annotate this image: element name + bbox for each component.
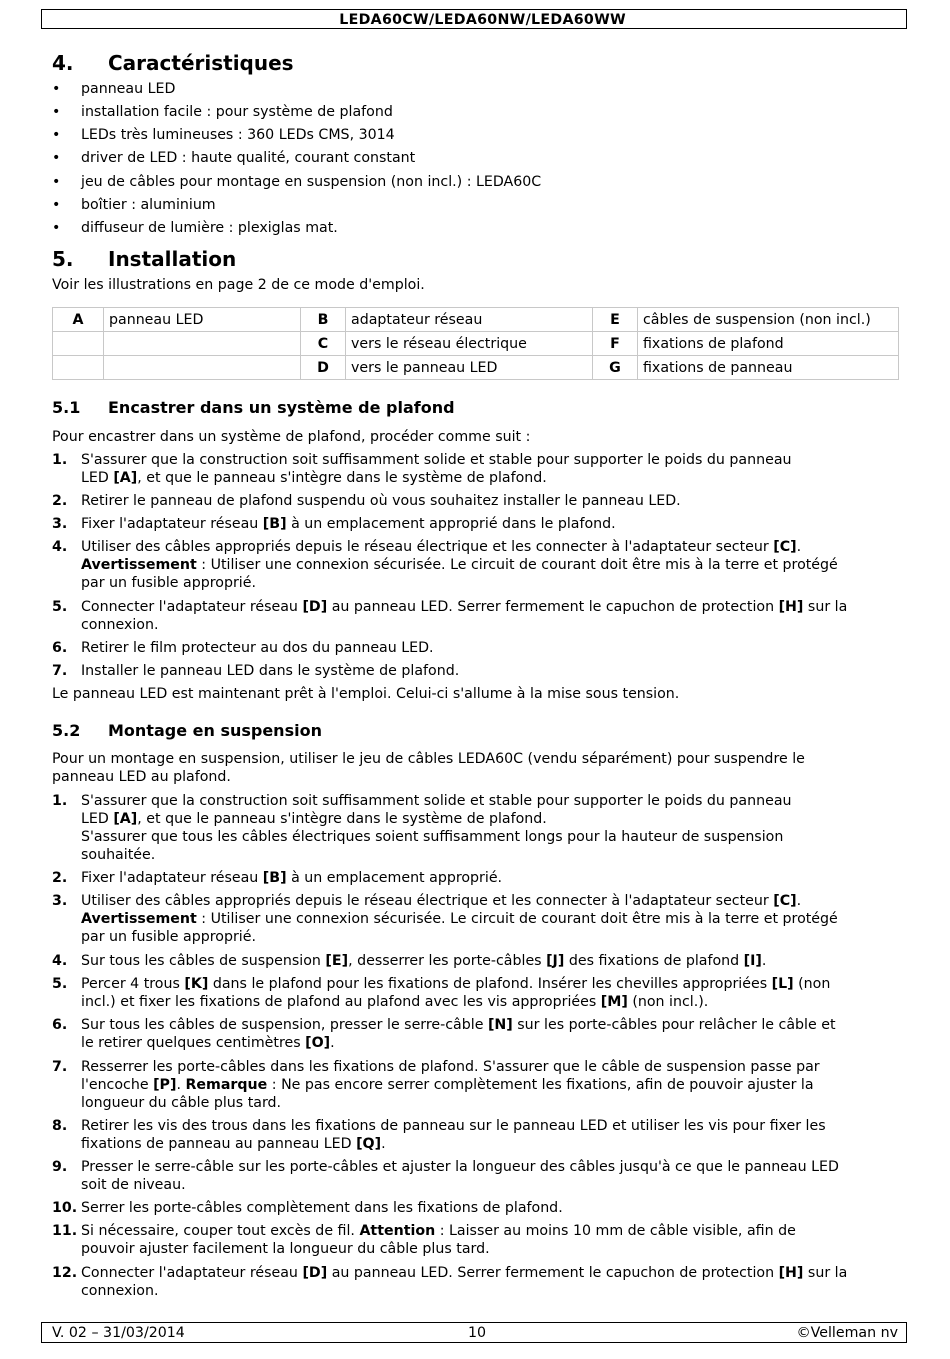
- section-5-1-intro: Pour encastrer dans un système de plafond, procéder comme suit :: [52, 429, 531, 445]
- section-5-1-outro: Le panneau LED est maintenant prêt à l'emploi. Celui-ci s'allume à la mise sous tension.: [52, 686, 680, 702]
- version-date: V. 02 – 31/03/2014: [52, 1325, 185, 1341]
- copyright: ©Velleman nv: [796, 1325, 898, 1341]
- section-4-heading: 4. Caractéristiques: [52, 51, 294, 75]
- parts-table: [52, 307, 899, 380]
- section-5-intro: Voir les illustrations en page 2 de ce mode d'emploi.: [52, 277, 425, 293]
- table-row: A panneau LED B adaptateur réseau E câbles de suspension (non incl.): [53, 308, 899, 332]
- model-title: LEDA60CW/LEDA60NW/LEDA60WW: [339, 12, 626, 28]
- section-5-2-heading: 5.2 Montage en suspension: [52, 721, 322, 740]
- page-number: 10: [468, 1325, 487, 1341]
- table-row: D vers le panneau LED G fixations de panneau: [53, 356, 899, 380]
- section-5-2-intro-cont: panneau LED au plafond.: [52, 769, 231, 785]
- section-5-2-intro: Pour un montage en suspension, utiliser le jeu de câbles LEDA60C (vendu séparément) pour suspendre le: [52, 751, 805, 767]
- page-footer: [41, 1322, 907, 1343]
- section-5-1-heading: 5.1 Encastrer dans un système de plafond: [52, 398, 455, 417]
- page-header: [41, 9, 907, 29]
- section-5-heading: 5. Installation: [52, 247, 237, 271]
- table-row: C vers le réseau électrique F fixations de plafond: [53, 332, 899, 356]
